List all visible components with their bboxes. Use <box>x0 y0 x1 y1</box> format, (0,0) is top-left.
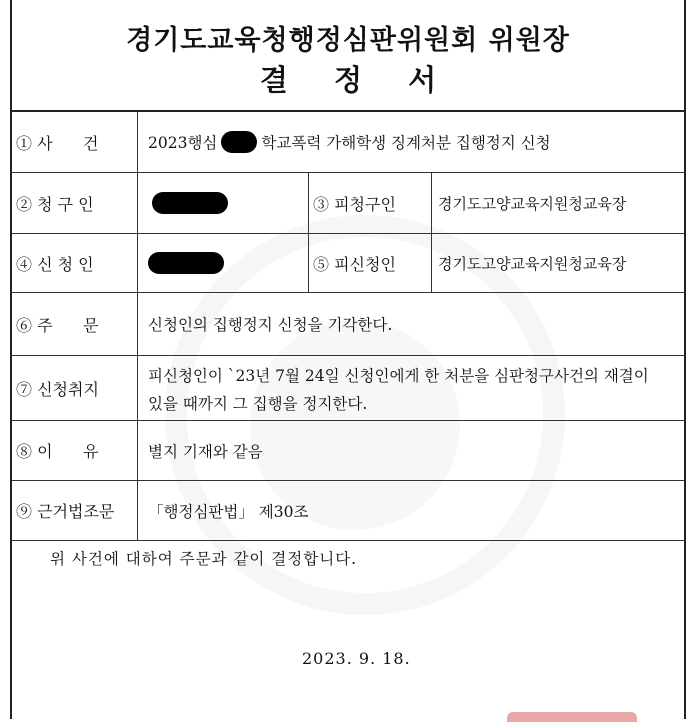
closing-statement: 위 사건에 대하여 주문과 같이 결정합니다. <box>50 550 358 568</box>
case-number-prefix: 2023행심 <box>148 134 218 152</box>
row-order <box>12 293 684 356</box>
row-claimant <box>12 173 684 234</box>
label-respondent-applicant: ⑤ 피신청인 <box>308 234 432 292</box>
label-claimant: ② 청 구 인 <box>12 173 138 233</box>
value-purpose <box>148 356 676 420</box>
purpose-line-1: 피신청인이 `23년 7월 24일 신청인에게 한 처분을 심판청구사건의 재결이 <box>148 367 649 385</box>
label-respondent: ③ 피청구인 <box>308 173 432 233</box>
document-title: 경기도교육청행정심판위원회 위원장 <box>126 25 570 56</box>
row-applicant <box>12 234 684 293</box>
label-order: ⑥ 주 문 <box>12 293 138 355</box>
value-respondent-applicant: 경기도고양교육지원청교육장 <box>438 254 627 273</box>
decision-date: 2023. 9. 18. <box>302 649 411 668</box>
value-law: 「행정심판법」 제30조 <box>148 502 309 521</box>
document-header <box>12 0 684 112</box>
label-applicant: ④ 신 청 인 <box>12 234 138 292</box>
redaction-mark <box>221 131 257 153</box>
official-seal <box>507 712 637 722</box>
redaction-mark <box>152 192 228 214</box>
label-reason: ⑧ 이 유 <box>12 421 138 480</box>
value-respondent: 경기도고양교육지원청교육장 <box>438 194 627 213</box>
value-applicant <box>148 234 294 292</box>
row-law <box>12 481 684 541</box>
row-reason <box>12 421 684 481</box>
row-purpose <box>12 356 684 421</box>
document-subtitle: 결 정 서 <box>259 63 455 97</box>
value-claimant <box>148 173 294 233</box>
redaction-mark <box>148 252 224 274</box>
value-order: 신청인의 집행정지 신청을 기각한다. <box>148 316 393 334</box>
decision-document <box>10 0 686 719</box>
value-case <box>148 112 676 172</box>
case-title: 학교폭력 가해학생 징계처분 집행정지 신청 <box>261 134 551 152</box>
value-reason: 별지 기재와 같음 <box>148 442 263 461</box>
label-case: ① 사 건 <box>12 112 138 172</box>
purpose-line-2: 있을 때까지 그 집행을 정지한다. <box>148 395 368 413</box>
label-law: ⑨ 근거법조문 <box>12 481 138 540</box>
row-case <box>12 112 684 173</box>
label-purpose: ⑦ 신청취지 <box>12 356 138 420</box>
